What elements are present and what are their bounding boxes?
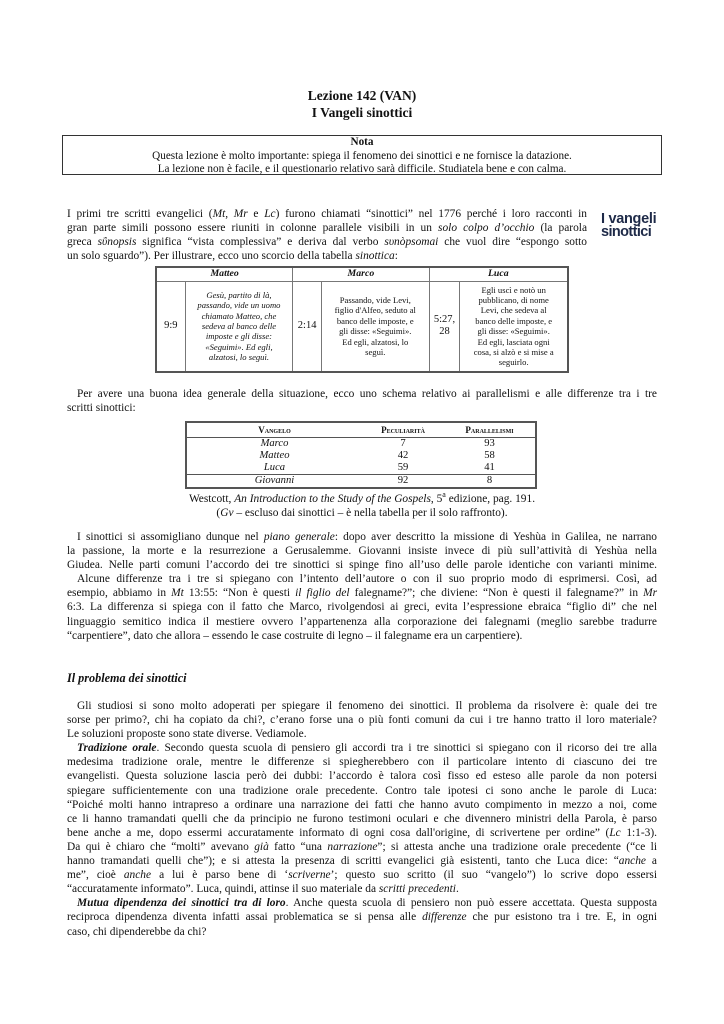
ref-marco: 2:14 [293, 282, 322, 372]
note-line: Questa lezione è molto importante: spiega il fenomeno dei sinottici e ne fornisce la datazione. [152, 149, 572, 162]
table-row: Luca 59 41 [263, 462, 495, 474]
header-parallelismi: Parallelismi [444, 422, 536, 438]
header-marco: Marco [293, 267, 429, 282]
text-line: Mutua dipendenza dei sinottici tra di loro. Anche questa scuola di pensiero non può essere accettata. Questa supposta [77, 897, 657, 910]
text-line: evangelisti. Questa soluzione lascia però dei dubbi: l’accordo è talora così fisso ed esteso alle parole da non potersi [67, 770, 657, 783]
text-line: I primi tre scritti evangelici (Mt, Mr e Lc) furono chiamati “sinottici” nel 1776 perché i loro racconti in [67, 208, 587, 220]
synoptic-table [155, 266, 569, 373]
caption-line: Westcott, An Introduction to the Study of the Gospels, 5$^a$ edizione, pag. 191. [188, 490, 536, 505]
text-line: “Poiché molti hanno intrapreso a ordinare una narrazione dei fatti che hanno avuto compimento in mezzo a noi, come [67, 798, 657, 811]
text-line: me”, cioè anche a lui è parso bene di ‘scriverne’; questo suo scritto (il suo “vangelo”) lo scrive dopo essersi [67, 869, 657, 882]
header-vangelo: Vangelo [186, 422, 362, 438]
text-line: reciproca dipendenza diventa infatti assai problematica se si pensa alle differenze che pur esistono tra i tre. E, in ogni [67, 911, 657, 924]
text-matteo: Gesù, partito di là, passando, vide un uomo chiamato Matteo, che sedeva al banco delle imposte e gli disse: «Seguimi». Ed egli, alzatosi, lo seguì. [185, 282, 293, 372]
text-line: linguaggio semitico indica il mestiere ovvero l’appartenenza alla corporazione dei falegnami (meglio sarebbe tradurre [67, 615, 657, 628]
ref-matteo: 9:9 [156, 282, 185, 372]
text-line: Da qui è chiaro che “molti” avevano già fatto “una narrazione”; si attesta anche una tradizione orale precedente (“ce li [67, 840, 658, 853]
header-peculiarita: Peculiarità [362, 422, 444, 438]
caption-line: (Gv – escluso dai sinottici – è nella tabella per il solo raffronto). [216, 506, 508, 519]
text-line: Gli studiosi si sono molto adoperati per spiegare il fenomeno dei sinottici. Il problema da risolvere è: quale dei tre [77, 700, 657, 712]
text-marco: Passando, vide Levi, figlio d'Alfeo, seduto al banco delle imposte, e gli disse: «Seguimi». Ed egli, alzatosi, lo seguì. [322, 282, 430, 372]
text-line: Alcune differenze tra i tre si spiegano con l’intento dell’autore o con il suo proprio modo di esprimersi. Così, ad [77, 573, 657, 586]
table-row: Marco 7 93 [260, 438, 495, 449]
vangeli-sinottici-logo [601, 213, 657, 243]
note-line: La lezione non è facile, e il questionario relativo sarà difficile. Studiatela bene e con calma. [157, 163, 567, 175]
text-line: Per avere una buona idea generale della situazione, ecco uno schema relativo ai parallelismi e alle differenze tra i tre [77, 388, 657, 400]
text-line: sorse per primo?, chi ha copiato da chi?, c’erano forse una o più fonti comuni da cui i tre hanno tratto il loro materiale? [67, 714, 657, 727]
text-line: 6:3. La differenza si spiega con il fatto che Marco, rivolgendosi ai greci, evita l’espressione ebraica “figlio di” che nel [67, 601, 657, 614]
section-heading: Il problema dei sinottici [67, 671, 187, 685]
text-line: un solo sguardo”). Per illustrare, ecco uno scorcio della tabella sinottica: [67, 250, 398, 263]
text-line: “carpentiere”, dato che allora – essendo le case costruite di legno – il falegname era un carpentiere). [67, 629, 523, 642]
text-line: esempio, abbiamo in Mt 13:55: “Non è questi il figlio del falegname?”; che diviene: “Non è questi il falegname?” in Mr [67, 587, 657, 600]
schema-intro-paragraph [67, 387, 657, 415]
similarities-paragraph [67, 530, 657, 643]
note-title: Nota [350, 136, 374, 148]
note-box [62, 135, 662, 175]
lesson-title: I Vangeli sinottici [311, 105, 413, 120]
header-luca: Luca [429, 267, 568, 282]
table-row: Matteo 42 58 [259, 450, 495, 462]
text-line: greca sΰnopsis significa “vista complessiva” e deriva dal verbo sυnòpsomai che vuol dire “espongo sotto [67, 236, 587, 249]
text-line: I sinottici si assomigliano dunque nel piano generale: dopo aver descritto la missione di Yeshùa in Galilea, ne narrano [77, 531, 657, 543]
text-line: spiegare sufficientemente con una tradizione orale precedente. Contro tale ipotesi ci sono anche le parole di Luca: [67, 784, 657, 797]
text-line: scritti sinottici: [67, 402, 136, 415]
parallels-table [185, 421, 537, 489]
text-line: Tradizione orale. Secondo questa scuola di pensiero gli accordi tra i tre sinottici si spiegano con il ricorso dei tre alla [77, 742, 657, 755]
table-caption [0, 488, 724, 520]
lesson-number: Lezione 142 (VAN) [307, 88, 417, 103]
logo-line: I vangeli [601, 211, 657, 227]
text-line: la passione, la morte e la resurrezione a Gerusalemme. Giovanni insiste invece di più sull’attività di Yeshùa nella [67, 545, 657, 558]
page-title [0, 87, 724, 121]
text-line: ce li hanno tramandati quelli che da principio ne furono testimoni oculari e che divennero ministri della Parola, è parso [67, 812, 657, 825]
text-line: hanno tramandati quelli che”); e si attesta la presenza di scritti evangelici già esistenti, tanto che Luca dice: “anche a [67, 855, 657, 868]
intro-paragraph [67, 207, 587, 263]
problem-paragraph [67, 699, 657, 939]
text-line: “accuratamente informato”. Luca, quindi, attinse il suo materiale da scritti precedenti. [67, 883, 459, 896]
logo-line: sinottici [601, 224, 652, 240]
text-line: Le soluzioni proposte sono state diverse. Vediamole. [67, 728, 307, 741]
header-matteo: Matteo [156, 267, 293, 282]
text-luca: Egli uscì e notò un pubblicano, di nome Levi, che sedeva al banco delle imposte, e gli disse: «Seguimi». Ed egli, lasciata ogni cosa, si alzò e si mise a seguirlo. [460, 282, 568, 372]
text-line: bene anche a me, dopo essermi accuratamente informato di ogni cosa dall'origine, di scrivertene per ordine” (Lc 1:1-3). [67, 826, 657, 839]
text-line: Giudea. Nelle parti comuni l’accordo dei tre sinottici si spinge fino all’uso delle parole identiche con varianti minime. [67, 559, 657, 572]
ref-luca: 5:27, 28 [429, 282, 460, 372]
text-line: gran parte simili possono essere riuniti in colonne parallele visibili in un solo colpo d’occhio (la parola [67, 222, 588, 235]
text-line: caso, chi dipenderebbe da chi? [67, 925, 207, 938]
table-row: Giovanni 92 8 [186, 475, 536, 489]
text-line: medesima tradizione orale, mentre le differenze si spiegherebbero con il particolare intento di ciascuno dei tre [67, 756, 657, 769]
